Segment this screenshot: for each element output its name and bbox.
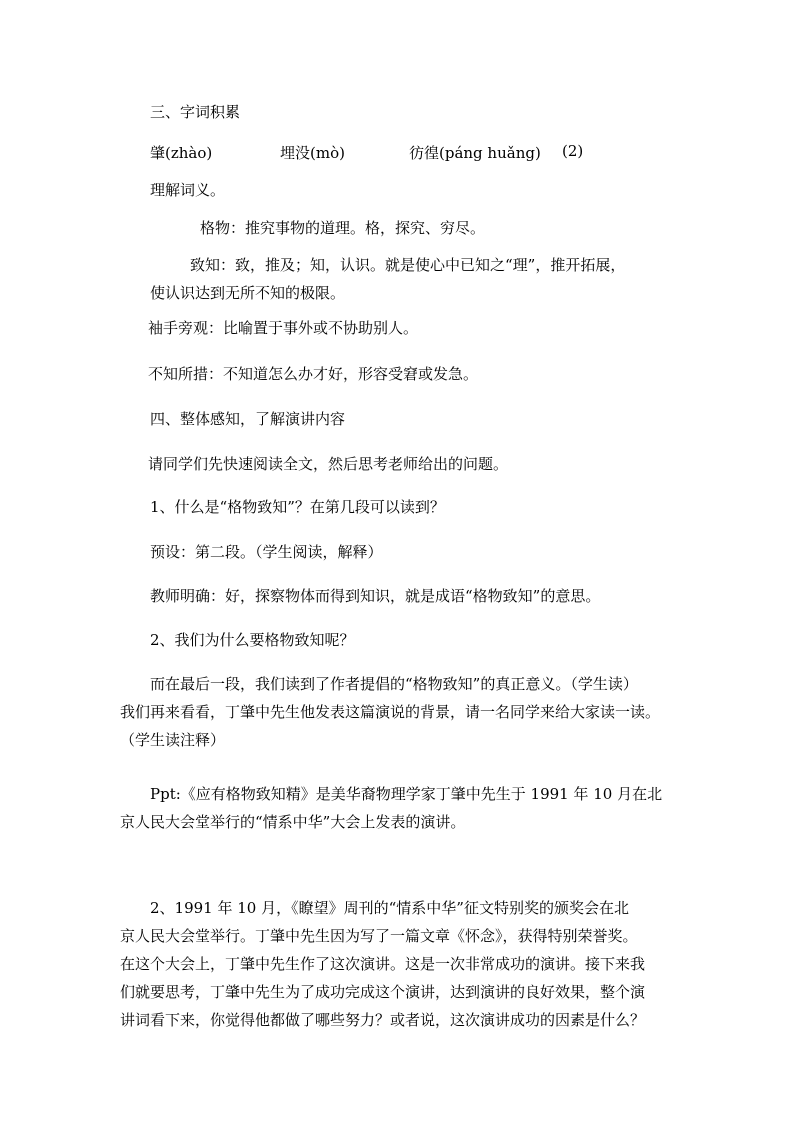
vocab-list — [0, 142, 794, 162]
last-paragraph-discussion — [120, 670, 660, 754]
speech-background-paragraph — [120, 894, 645, 1034]
reading-instruction: 请同学们先快速阅读全文，然后思考老师给出的问题。 — [148, 455, 509, 473]
vocab-item: 彷徨(páng huǎng) — [409, 144, 541, 162]
question-2: 2、我们为什么要格物致知呢？ — [150, 631, 355, 649]
ppt-background-note — [120, 780, 662, 836]
text-line: 致知：致，推及；知，认识。就是使心中已知之“理”，推开拓展， — [190, 256, 626, 274]
understand-meaning-line: 理解词义。 — [150, 181, 226, 199]
text-line: 们就要思考，丁肇中先生为了成功完成这个演讲，达到演讲的良好效果，整个演 — [120, 983, 646, 1001]
vocab-item-number: (2) — [562, 142, 584, 160]
text-line: 在这个大会上，丁肇中先生作了这次演讲。这是一次非常成功的演讲。接下来我 — [120, 955, 646, 973]
preset-answer: 预设：第二段。（学生阅读，解释） — [150, 543, 383, 561]
text-line: Ppt:《应有格物致知精》是美华裔物理学家丁肇中先生于 1991 年 10 月在北 — [150, 785, 663, 803]
text-line: 使认识达到无所不知的极限。 — [150, 284, 346, 302]
definition-buzhi: 不知所措：不知道怎么办才好，形容受窘或发急。 — [148, 365, 479, 383]
definition-gewu: 格物：推究事物的道理。格，探究、穷尽。 — [200, 219, 486, 237]
text-line: 京人民大会堂举行的“情系中华”大会上发表的演讲。 — [120, 813, 466, 831]
teacher-clarification: 教师明确：好，探察物体而得到知识，就是成语“格物致知”的意思。 — [150, 587, 601, 605]
text-line: 我们再来看看，丁肇中先生他发表这篇演说的背景，请一名同学来给大家读一读。 — [120, 703, 661, 721]
definition-xiushou: 袖手旁观：比喻置于事外或不协助别人。 — [148, 319, 419, 337]
text-line: （学生读注释） — [120, 731, 226, 749]
text-line: 讲词看下来，你觉得他都做了哪些努力？或者说，这次演讲成功的因素是什么？ — [120, 1011, 646, 1029]
vocab-item: 埋没(mò) — [280, 144, 345, 162]
section-4-heading: 四、整体感知，了解演讲内容 — [150, 410, 346, 428]
text-line: 京人民大会堂举行。丁肇中先生因为写了一篇文章《怀念》，获得特别荣誉奖。 — [120, 927, 638, 945]
section-3-heading: 三、字词积累 — [150, 103, 241, 121]
question-1: 1、什么是“格物致知”？在第几段可以读到？ — [150, 498, 445, 516]
vocab-item: 肇(zhào) — [150, 144, 213, 162]
text-line: 2、1991 年 10 月，《瞭望》周刊的“情系中华”征文特别奖的颁奖会在北 — [150, 899, 629, 917]
definition-zhizhi — [150, 251, 625, 307]
text-line: 而在最后一段，我们读到了作者提倡的“格物致知”的真正意义。（学生读） — [150, 675, 638, 693]
